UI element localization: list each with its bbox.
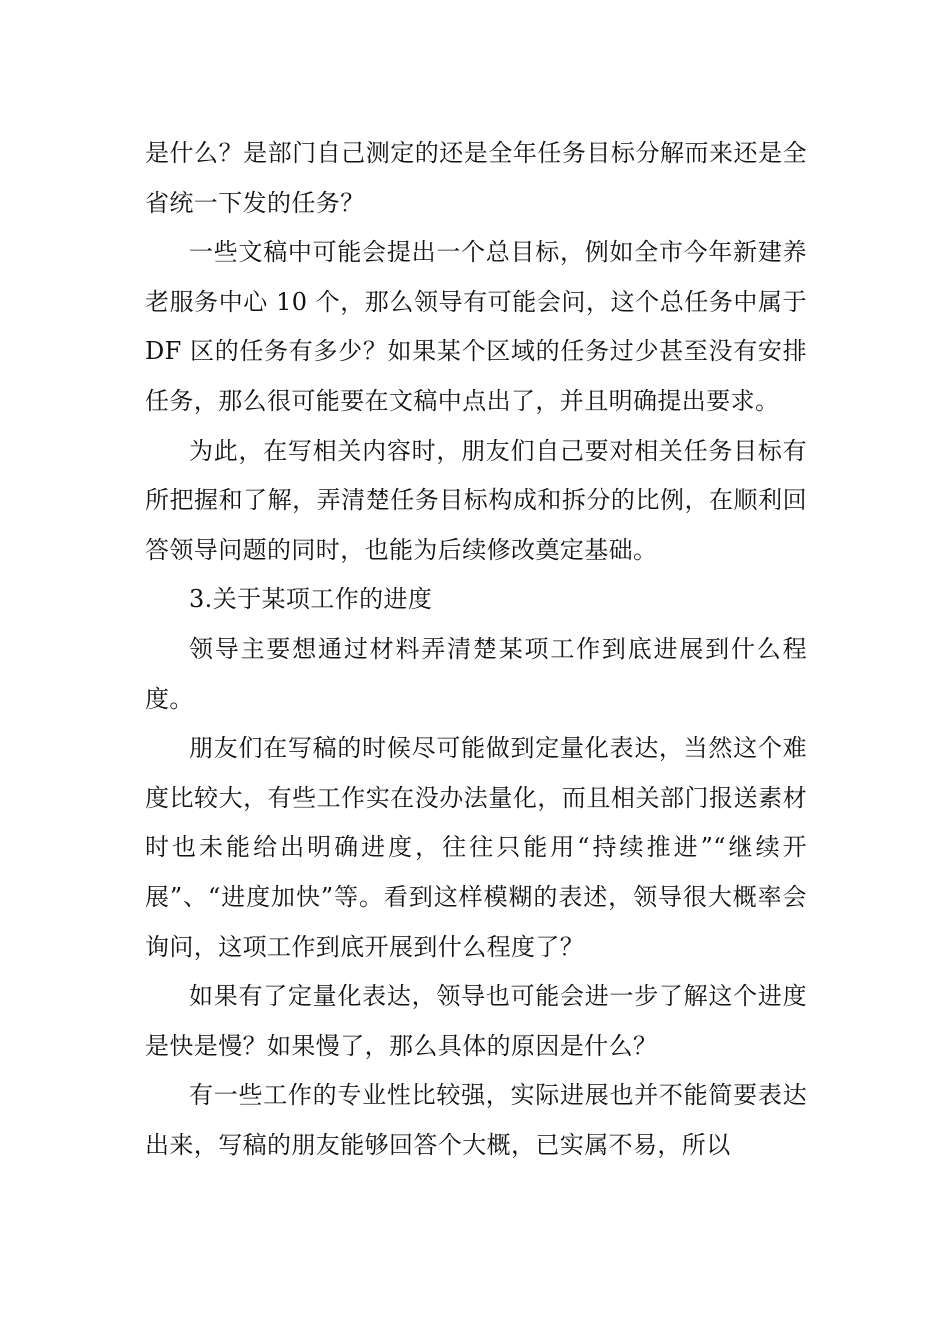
paragraph-1: 是什么？是部门自己测定的还是全年任务目标分解而来还是全省统一下发的任务？	[145, 139, 807, 217]
paragraph-2: 一些文稿中可能会提出一个总目标，例如全市今年新建养老服务中心 10 个，那么领导有可能会问，这个总任务中属于 DF 区的任务有多少？如果某个区域的任务过少甚至没有安排任务，那么很可能要在文稿中点出了，并且明确提出要求。	[145, 238, 807, 415]
paragraph-6: 朋友们在写稿的时候尽可能做到定量化表达，当然这个难度比较大，有些工作实在没办法量化，而且相关部门报送素材时也未能给出明确进度，往往只能用“持续推进”“继续开展”、“进度加快”等。看到这样模糊的表述，领导很大概率会询问，这项工作到底开展到什么程度了？	[145, 734, 807, 961]
paragraph-8: 有一些工作的专业性比较强，实际进展也并不能简要表达出来，写稿的朋友能够回答个大概，已实属不易，所以	[145, 1081, 807, 1159]
paragraph-3: 为此，在写相关内容时，朋友们自己要对相关任务目标有所把握和了解，弄清楚任务目标构成和拆分的比例，在顺利回答领导问题的同时，也能为后续修改奠定基础。	[145, 436, 807, 564]
paragraph-7: 如果有了定量化表达，领导也可能会进一步了解这个进度是快是慢？如果慢了，那么具体的原因是什么？	[145, 982, 807, 1060]
section-heading: 3.关于某项工作的进度	[189, 585, 433, 614]
paragraph-5: 领导主要想通过材料弄清楚某项工作到底进展到什么程度。	[145, 634, 807, 713]
document-body	[145, 129, 807, 1170]
